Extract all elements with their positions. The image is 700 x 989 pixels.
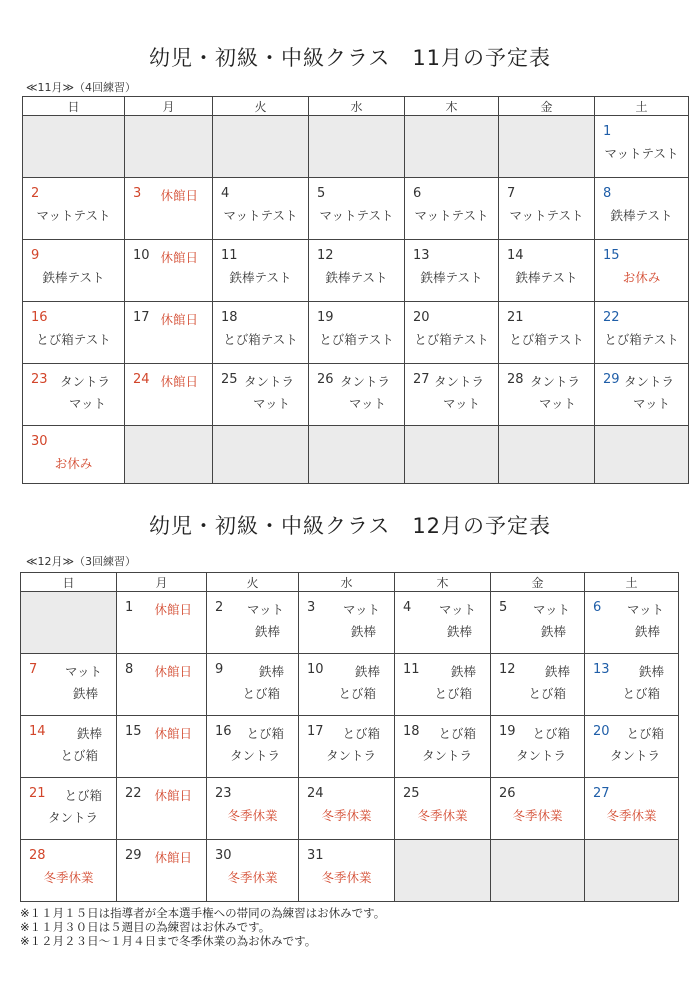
day-cell: [395, 592, 491, 654]
event-label: マットテスト: [414, 208, 489, 223]
day-number: 27: [413, 372, 430, 387]
event-label: タントラ: [515, 748, 566, 763]
day-cell: [405, 178, 499, 240]
day-cell: [595, 302, 689, 364]
empty-day-cell: [595, 426, 689, 484]
event-label: タントラ: [609, 748, 660, 763]
weekday-header: 日: [21, 573, 117, 592]
event-label: 鉄棒: [350, 624, 376, 639]
event-label: とび箱: [342, 726, 380, 741]
weekday-header: 月: [125, 97, 213, 116]
empty-day-cell: [405, 116, 499, 178]
event-label: とび箱: [528, 686, 566, 701]
event-label: 鉄棒: [540, 624, 566, 639]
empty-day-cell: [395, 840, 491, 902]
holiday-label: 冬季休業: [227, 808, 278, 823]
event-label: 鉄棒テスト: [515, 270, 578, 285]
weekday-header-row: [21, 573, 679, 592]
event-label: タントラ: [47, 810, 98, 825]
day-cell: [585, 654, 679, 716]
holiday-label: 冬季休業: [512, 808, 563, 823]
day-cell: [299, 840, 395, 902]
event-label: タントラ: [623, 374, 674, 389]
event-label: とび箱テスト: [319, 332, 394, 347]
day-cell: [405, 364, 499, 426]
empty-day-cell: [125, 116, 213, 178]
closed-label: 休館日: [160, 250, 198, 265]
event-label: マット: [632, 396, 670, 411]
day-number: 13: [413, 248, 430, 263]
closed-label: 休館日: [160, 374, 198, 389]
empty-day-cell: [125, 426, 213, 484]
day-number: 26: [499, 786, 516, 801]
day-number: 17: [307, 724, 324, 739]
day-cell: [499, 178, 595, 240]
holiday-label: お休み: [54, 456, 93, 471]
day-number: 14: [29, 724, 46, 739]
weekday-header: 日: [23, 97, 125, 116]
day-cell: [213, 240, 309, 302]
event-label: とび箱テスト: [223, 332, 298, 347]
day-cell: [117, 716, 207, 778]
event-label: マットテスト: [223, 208, 298, 223]
event-label: とび箱: [532, 726, 570, 741]
day-number: 22: [125, 786, 142, 801]
day-cell: [23, 426, 125, 484]
event-label: マット: [442, 396, 480, 411]
event-label: マット: [538, 396, 576, 411]
day-number: 20: [593, 724, 610, 739]
day-cell: [117, 778, 207, 840]
day-cell: [207, 654, 299, 716]
event-label: とび箱: [438, 726, 476, 741]
day-cell: [23, 364, 125, 426]
event-label: とび箱: [626, 726, 664, 741]
weekday-header: 月: [117, 573, 207, 592]
day-cell: [117, 592, 207, 654]
day-cell: [23, 240, 125, 302]
day-cell: [21, 716, 117, 778]
day-cell: [499, 302, 595, 364]
week-row: [21, 840, 679, 902]
event-label: マット: [438, 602, 476, 617]
day-cell: [585, 778, 679, 840]
closed-label: 休館日: [154, 602, 192, 617]
empty-day-cell: [491, 840, 585, 902]
week-row: [21, 592, 679, 654]
day-number: 7: [29, 662, 38, 677]
day-cell: [117, 840, 207, 902]
day-number: 1: [125, 600, 134, 615]
day-cell: [491, 654, 585, 716]
day-number: 9: [31, 248, 40, 263]
week-row: [23, 302, 689, 364]
day-cell: [23, 178, 125, 240]
day-cell: [309, 302, 405, 364]
weekday-header: 金: [499, 97, 595, 116]
day-number: 11: [221, 248, 238, 263]
event-label: マット: [252, 396, 290, 411]
day-number: 16: [215, 724, 232, 739]
event-label: タントラ: [421, 748, 472, 763]
day-cell: [207, 778, 299, 840]
event-label: とび箱テスト: [414, 332, 489, 347]
weekday-header-row: [23, 97, 689, 116]
day-cell: [125, 178, 213, 240]
empty-day-cell: [585, 840, 679, 902]
event-label: タントラ: [433, 374, 484, 389]
weekday-header: 水: [299, 573, 395, 592]
event-label: タントラ: [339, 374, 390, 389]
day-number: 10: [133, 248, 150, 263]
day-number: 24: [307, 786, 324, 801]
day-number: 18: [403, 724, 420, 739]
day-cell: [117, 654, 207, 716]
event-label: マット: [348, 396, 386, 411]
day-number: 2: [215, 600, 224, 615]
day-number: 4: [221, 186, 230, 201]
event-label: タントラ: [529, 374, 580, 389]
empty-day-cell: [23, 116, 125, 178]
day-number: 4: [403, 600, 412, 615]
day-number: 22: [603, 310, 620, 325]
day-number: 3: [307, 600, 316, 615]
week-row: [23, 116, 689, 178]
day-cell: [585, 716, 679, 778]
event-label: とび箱テスト: [509, 332, 584, 347]
event-label: 鉄棒: [638, 664, 664, 679]
day-cell: [207, 716, 299, 778]
note-line: ※１２月２３日～１月４日まで冬季休業の為お休みです。: [20, 934, 317, 948]
event-label: 鉄棒テスト: [610, 208, 673, 223]
day-cell: [299, 654, 395, 716]
event-label: マットテスト: [36, 208, 111, 223]
day-number: 12: [317, 248, 334, 263]
day-cell: [125, 240, 213, 302]
day-number: 5: [317, 186, 326, 201]
day-cell: [491, 778, 585, 840]
day-number: 5: [499, 600, 508, 615]
event-label: 鉄棒: [634, 624, 660, 639]
weekday-header: 土: [585, 573, 679, 592]
week-row: [21, 654, 679, 716]
event-label: 鉄棒: [72, 686, 98, 701]
day-number: 21: [29, 786, 46, 801]
event-label: マット: [68, 396, 106, 411]
day-number: 23: [31, 372, 48, 387]
weekday-header: 水: [309, 97, 405, 116]
event-label: 鉄棒: [354, 664, 380, 679]
day-number: 19: [317, 310, 334, 325]
event-label: とび箱: [64, 788, 102, 803]
day-number: 6: [593, 600, 602, 615]
day-cell: [499, 364, 595, 426]
event-label: とび箱: [246, 726, 284, 741]
event-label: とび箱: [338, 686, 376, 701]
event-label: とび箱: [622, 686, 660, 701]
day-number: 11: [403, 662, 420, 677]
day-number: 29: [125, 848, 142, 863]
day-cell: [595, 240, 689, 302]
day-number: 24: [133, 372, 150, 387]
day-number: 19: [499, 724, 516, 739]
closed-label: 休館日: [154, 850, 192, 865]
day-cell: [309, 178, 405, 240]
day-cell: [585, 592, 679, 654]
day-number: 28: [29, 848, 46, 863]
day-number: 27: [593, 786, 610, 801]
closed-label: 休館日: [154, 726, 192, 741]
event-label: 鉄棒: [76, 726, 102, 741]
day-number: 14: [507, 248, 524, 263]
event-label: 鉄棒テスト: [42, 270, 105, 285]
day-cell: [595, 116, 689, 178]
closed-label: 休館日: [154, 788, 192, 803]
day-cell: [21, 654, 117, 716]
december-title: 幼児・初級・中級クラス 12月の予定表: [148, 514, 552, 538]
event-label: 鉄棒テスト: [229, 270, 292, 285]
day-number: 18: [221, 310, 238, 325]
day-number: 9: [215, 662, 224, 677]
day-number: 17: [133, 310, 150, 325]
day-number: 30: [31, 434, 48, 449]
day-number: 8: [125, 662, 134, 677]
weekday-header: 土: [595, 97, 689, 116]
holiday-label: 冬季休業: [43, 870, 94, 885]
week-row: [23, 426, 689, 484]
event-label: マットテスト: [319, 208, 394, 223]
day-cell: [299, 716, 395, 778]
day-number: 28: [507, 372, 524, 387]
day-number: 25: [403, 786, 420, 801]
empty-day-cell: [499, 116, 595, 178]
day-cell: [405, 240, 499, 302]
event-label: マット: [64, 664, 102, 679]
event-label: タントラ: [229, 748, 280, 763]
day-cell: [207, 840, 299, 902]
event-label: 鉄棒: [258, 664, 284, 679]
day-cell: [309, 240, 405, 302]
day-cell: [125, 302, 213, 364]
day-number: 23: [215, 786, 232, 801]
event-label: 鉄棒: [450, 664, 476, 679]
week-row: [23, 178, 689, 240]
event-label: とび箱テスト: [36, 332, 111, 347]
event-label: とび箱: [242, 686, 280, 701]
day-number: 2: [31, 186, 40, 201]
closed-label: 休館日: [154, 664, 192, 679]
note-line: ※１１月３０日は５週目の為練習はお休みです。: [20, 920, 271, 934]
week-row: [23, 240, 689, 302]
day-number: 30: [215, 848, 232, 863]
event-label: タントラ: [243, 374, 294, 389]
empty-day-cell: [309, 426, 405, 484]
day-cell: [395, 654, 491, 716]
event-label: 鉄棒: [446, 624, 472, 639]
day-number: 16: [31, 310, 48, 325]
week-row: [21, 716, 679, 778]
event-label: とび箱: [60, 748, 98, 763]
week-row: [23, 364, 689, 426]
event-label: マット: [532, 602, 570, 617]
empty-day-cell: [213, 426, 309, 484]
day-cell: [23, 302, 125, 364]
day-cell: [491, 716, 585, 778]
event-label: 鉄棒: [254, 624, 280, 639]
november-title: 幼児・初級・中級クラス 11月の予定表: [148, 46, 552, 70]
day-cell: [299, 778, 395, 840]
holiday-label: 冬季休業: [321, 870, 372, 885]
closed-label: 休館日: [160, 188, 198, 203]
holiday-label: 冬季休業: [227, 870, 278, 885]
day-cell: [213, 364, 309, 426]
event-label: とび箱: [434, 686, 472, 701]
weekday-header: 木: [405, 97, 499, 116]
event-label: 鉄棒テスト: [420, 270, 483, 285]
day-cell: [299, 592, 395, 654]
holiday-label: お休み: [622, 270, 661, 285]
day-cell: [21, 840, 117, 902]
day-number: 31: [307, 848, 324, 863]
empty-day-cell: [21, 592, 117, 654]
day-number: 26: [317, 372, 334, 387]
day-number: 29: [603, 372, 620, 387]
event-label: マットテスト: [604, 146, 679, 161]
day-cell: [595, 178, 689, 240]
closed-label: 休館日: [160, 312, 198, 327]
event-label: マット: [626, 602, 664, 617]
event-label: マット: [342, 602, 380, 617]
day-number: 3: [133, 186, 142, 201]
day-cell: [395, 716, 491, 778]
day-cell: [21, 778, 117, 840]
day-number: 15: [603, 248, 620, 263]
event-label: 鉄棒: [544, 664, 570, 679]
event-label: タントラ: [325, 748, 376, 763]
empty-day-cell: [309, 116, 405, 178]
event-label: 鉄棒テスト: [325, 270, 388, 285]
day-cell: [213, 302, 309, 364]
day-cell: [499, 240, 595, 302]
holiday-label: 冬季休業: [606, 808, 657, 823]
day-number: 6: [413, 186, 422, 201]
day-cell: [309, 364, 405, 426]
weekday-header: 木: [395, 573, 491, 592]
day-cell: [395, 778, 491, 840]
day-number: 21: [507, 310, 524, 325]
day-cell: [405, 302, 499, 364]
day-number: 25: [221, 372, 238, 387]
empty-day-cell: [405, 426, 499, 484]
day-number: 1: [603, 124, 612, 139]
week-row: [21, 778, 679, 840]
weekday-header: 金: [491, 573, 585, 592]
day-cell: [595, 364, 689, 426]
holiday-label: 冬季休業: [417, 808, 468, 823]
event-label: とび箱テスト: [604, 332, 679, 347]
november-calendar: [22, 96, 689, 484]
day-number: 8: [603, 186, 612, 201]
day-cell: [207, 592, 299, 654]
day-number: 12: [499, 662, 516, 677]
day-number: 20: [413, 310, 430, 325]
event-label: マット: [246, 602, 284, 617]
weekday-header: 火: [207, 573, 299, 592]
november-subtitle: ≪11月≫（4回練習）: [26, 81, 137, 94]
day-cell: [125, 364, 213, 426]
event-label: タントラ: [59, 374, 110, 389]
day-cell: [491, 592, 585, 654]
notes: [20, 906, 385, 948]
day-cell: [213, 178, 309, 240]
december-subtitle: ≪12月≫（3回練習）: [26, 555, 137, 568]
day-number: 13: [593, 662, 610, 677]
day-number: 7: [507, 186, 516, 201]
day-number: 10: [307, 662, 324, 677]
event-label: マットテスト: [509, 208, 584, 223]
empty-day-cell: [213, 116, 309, 178]
holiday-label: 冬季休業: [321, 808, 372, 823]
day-number: 15: [125, 724, 142, 739]
weekday-header: 火: [213, 97, 309, 116]
note-line: ※１１月１５日は指導者が全本選手権への帯同の為練習はお休みです。: [20, 906, 386, 920]
empty-day-cell: [499, 426, 595, 484]
december-calendar: [20, 572, 679, 902]
